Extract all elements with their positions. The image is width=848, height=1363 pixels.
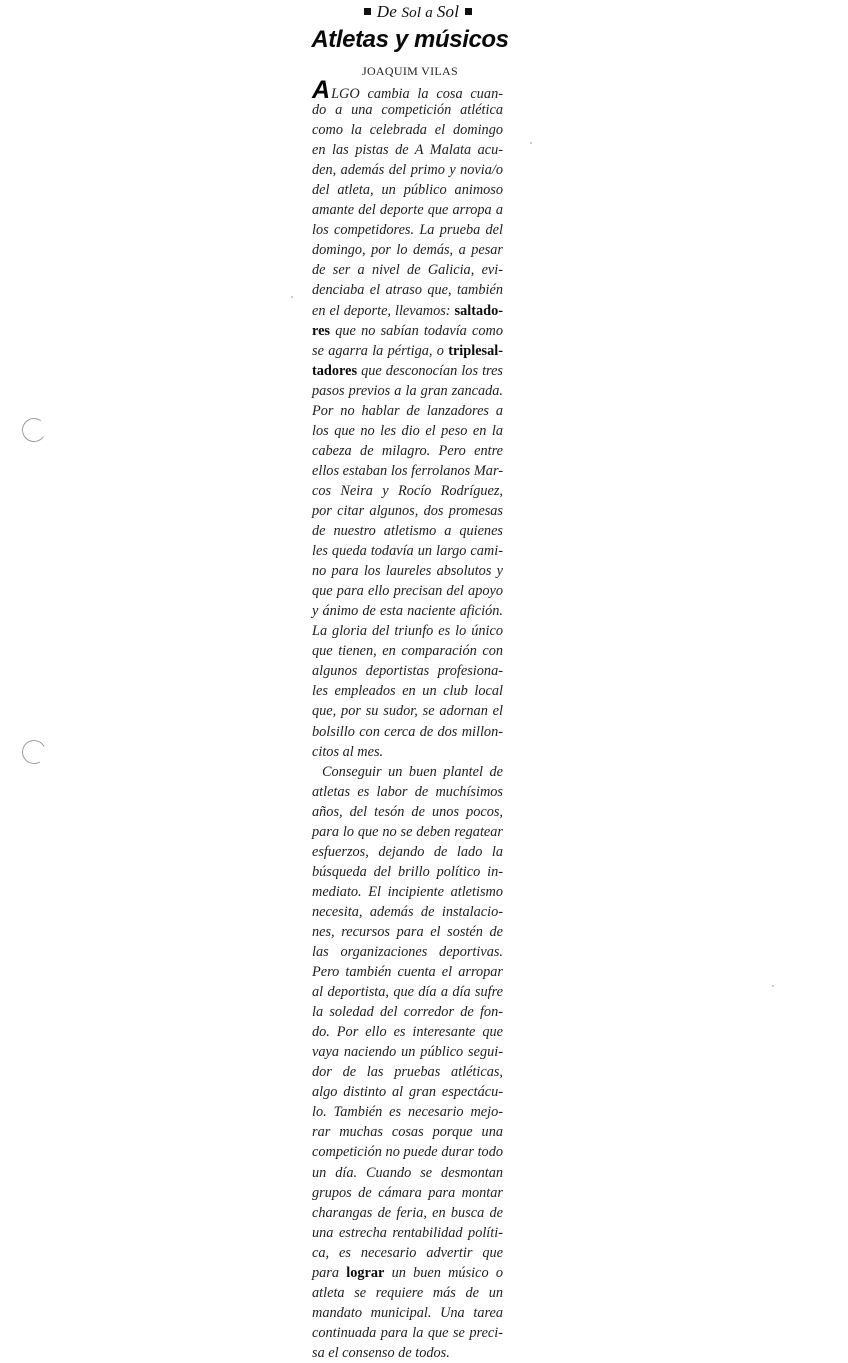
text-run: vaya naciendo un público segui- (312, 1044, 503, 1061)
article-line (312, 260, 503, 280)
text-run: la soledad del corredor de fon- (312, 1004, 503, 1021)
section-name-part2: Sol (436, 2, 460, 21)
text-run: no para los laureles absolutos y (312, 563, 503, 580)
punch-hole-upper (20, 416, 48, 444)
article-line (312, 1002, 503, 1022)
text-run: necesita, además de instalacio- (312, 903, 503, 920)
text-run: competición no puede durar todo (312, 1144, 503, 1161)
text-run: para (312, 1264, 347, 1281)
text-run: que desconocían los tres (357, 362, 503, 379)
text-run: como la celebrada el domingo (312, 122, 503, 139)
text-run: algo distinto al gran espectácu- (312, 1084, 503, 1101)
text-run: cos Neira y Rocío Rodríguez, (312, 482, 503, 499)
article-line (312, 441, 503, 461)
text-run: para lo que no se deben regatear (312, 823, 503, 840)
article-line (312, 481, 503, 501)
text-run: nes, recursos para el sostén de (312, 923, 503, 940)
text-run: los competidores. La prueba del (312, 222, 503, 239)
text-run: do a una competición atlética (312, 102, 503, 119)
section-name-part1: Sol a (401, 5, 437, 21)
text-run: del atleta, un público animoso (312, 182, 503, 199)
article-line (312, 982, 503, 1002)
article-line (312, 641, 503, 661)
text-run: charangas de feria, en busca de (312, 1204, 503, 1221)
article-line (312, 1163, 503, 1183)
text-run: dor de las pruebas atléticas, (312, 1064, 503, 1081)
text-run: que, por su sudor, se adornan el (312, 703, 503, 720)
text-run: las organizaciones deportivas. (312, 944, 503, 961)
text-run: por citar algunos, dos promesas (312, 502, 503, 519)
text-run: algunos deportistas profesiona- (312, 663, 503, 680)
text-run: de ser a nivel de Galicia, evi- (312, 262, 503, 279)
article-line (312, 1343, 503, 1363)
text-run: que tienen, en comparación con (312, 643, 503, 660)
bold-term: res (312, 322, 330, 339)
article-line (312, 962, 503, 982)
text-run: domingo, por lo demás, a pesar (312, 242, 503, 259)
article-line (312, 742, 503, 762)
text-run: los que no les dio el peso en la (312, 422, 503, 439)
article-line (312, 1243, 503, 1263)
article-line (312, 160, 503, 180)
article-line (312, 701, 503, 721)
text-run: un buen músico o (384, 1264, 503, 1281)
text-run: Conseguir un buen plantel de (322, 763, 503, 780)
text-run: continuada para la que se preci- (312, 1324, 503, 1341)
article-line (312, 1042, 503, 1062)
article-line (312, 621, 503, 641)
article-line (312, 802, 503, 822)
text-run: les queda todavía un largo cami- (312, 543, 503, 560)
article-byline: JOAQUIM VILAS (361, 64, 458, 78)
text-run: ellos estaban los ferrolanos Mar- (312, 462, 503, 479)
article-line (312, 922, 503, 942)
drop-cap: A (312, 76, 331, 104)
article-line (312, 541, 503, 561)
article-line (312, 902, 503, 922)
text-run: al deportista, que día a día sufre (312, 984, 503, 1001)
article-line (312, 561, 503, 581)
article-line (312, 401, 503, 421)
article-line (312, 601, 503, 621)
text-run: una estrecha rentabilidad políti- (312, 1224, 503, 1241)
text-run: bolsillo con cerca de dos millon- (312, 723, 503, 740)
text-run: do. Por ello es interesante que (312, 1024, 503, 1041)
article-line (312, 120, 503, 140)
text-run: que para ello precisan del apoyo (312, 583, 503, 600)
article-line (312, 180, 503, 200)
section-prefix: De (376, 2, 402, 21)
text-run: en el deporte, llevamos: (312, 302, 455, 319)
article-line (312, 421, 503, 441)
article-line (312, 200, 503, 220)
article-line (312, 842, 503, 862)
article-line (312, 501, 503, 521)
text-run: grupos de cámara para montar (312, 1184, 503, 1201)
scan-speck (530, 142, 532, 144)
article-line (312, 521, 503, 541)
text-run: esfuerzos, dejando de lado la (312, 843, 503, 860)
text-run: atletas es labor de muchísimos (312, 783, 503, 800)
text-run: LGO cambia la cosa cuan- (331, 86, 503, 102)
article-line (312, 681, 503, 701)
text-run: Pero también cuenta el arropar (312, 964, 503, 981)
text-run: lo. También es necesario mejo- (312, 1104, 503, 1121)
text-run: den, además del primo y novia/o (312, 162, 503, 179)
article-line (312, 862, 503, 882)
article-body (312, 76, 503, 1363)
article-line (312, 321, 503, 341)
text-run: que no sabían todavía como (330, 322, 503, 339)
article-line (312, 1122, 503, 1142)
text-run: cabeza de milagro. Pero entre (312, 442, 503, 459)
text-run: denciaba el atraso que, también (312, 282, 503, 299)
article-line (312, 140, 503, 160)
text-run: mandato municipal. Una tarea (312, 1304, 503, 1321)
article-line (312, 240, 503, 260)
text-run: Por no hablar de lanzadores a (312, 402, 503, 419)
text-run: citos al mes. (312, 743, 384, 760)
text-run: búsqueda del brillo político in- (312, 863, 503, 880)
article-line (312, 1102, 503, 1122)
bold-term: lograr (346, 1264, 385, 1281)
article-line (312, 581, 503, 601)
article-line (312, 100, 503, 120)
article-line (312, 220, 503, 240)
text-run: mediato. El incipiente atletismo (312, 883, 503, 900)
article-line (312, 1263, 503, 1283)
text-run: de nuestro atletismo a quienes (312, 523, 503, 540)
text-run: amante del deporte que arropa a (312, 202, 503, 219)
article-line (312, 301, 503, 321)
text-run: un día. Cuando se desmontan (312, 1164, 503, 1181)
text-run: sa el consenso de todos. (312, 1344, 450, 1361)
bold-term: saltado- (454, 302, 503, 319)
bold-term: triplesal- (448, 342, 503, 359)
text-run: y ánimo de esta naciente afición. (312, 603, 503, 620)
text-run: pasos previos a la gran zancada. (312, 382, 503, 399)
article-line (312, 1022, 503, 1042)
article-line (312, 1142, 503, 1162)
text-run: ca, es necesario advertir que (312, 1244, 503, 1261)
article-line (312, 762, 503, 782)
article-line (312, 1323, 503, 1343)
article-line (312, 1203, 503, 1223)
article-line (312, 942, 503, 962)
section-header (318, 2, 518, 22)
article-line (312, 1223, 503, 1243)
article-line (312, 461, 503, 481)
text-run: se agarra la pértiga, o (312, 342, 449, 359)
article-line (312, 722, 503, 742)
article-line (312, 782, 503, 802)
article-line (312, 882, 503, 902)
scan-speck (291, 296, 293, 298)
square-bullet-icon (465, 8, 472, 15)
article-line (312, 1303, 503, 1323)
article-line (312, 76, 503, 104)
punch-hole-lower (19, 737, 48, 766)
text-run: La gloria del triunfo es lo único (312, 623, 503, 640)
text-run: años, del tesón de unos pocos, (312, 803, 503, 820)
scan-speck (772, 985, 774, 987)
article-line (312, 1082, 503, 1102)
text-run: en las pistas de A Malata acu- (312, 142, 503, 159)
article-line (312, 361, 503, 381)
square-bullet-icon (364, 8, 371, 15)
article-headline: Atletas y músicos (311, 26, 509, 53)
article-line (312, 1062, 503, 1082)
article-line (312, 661, 503, 681)
article-line (312, 822, 503, 842)
text-run: les empleados en un club local (312, 683, 503, 700)
text-run: rar muchas cosas porque una (312, 1124, 503, 1141)
text-run: atleta se requiere más de un (312, 1284, 503, 1301)
article-line (312, 341, 503, 361)
article-line (312, 280, 503, 300)
article-line (312, 381, 503, 401)
bold-term: tadores (312, 362, 358, 379)
section-name (376, 2, 460, 21)
article-line (312, 1283, 503, 1303)
